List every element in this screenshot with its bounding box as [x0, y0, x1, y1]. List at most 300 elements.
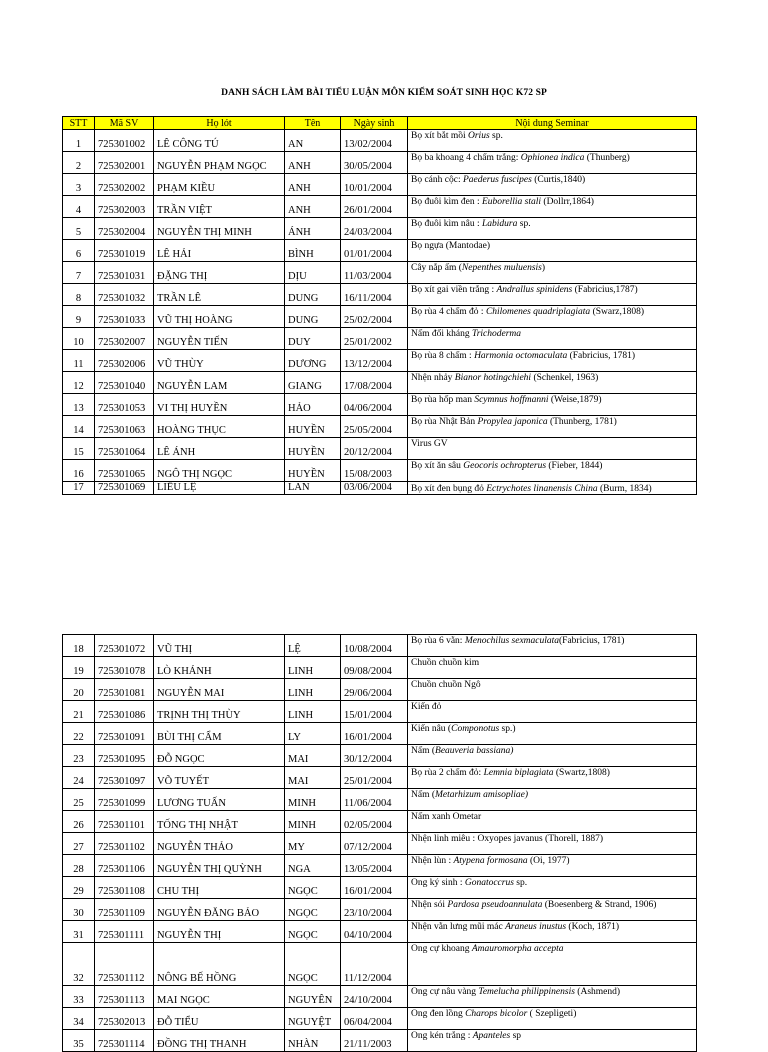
student-id-cell: 725301086	[95, 701, 154, 723]
table-row	[63, 1030, 697, 1052]
student-id-cell: 725301113	[95, 986, 154, 1008]
stt-cell: 5	[63, 218, 95, 240]
table-row	[63, 811, 697, 833]
topic-text: Chuồn chuồn Ngô	[411, 680, 481, 690]
topic-text: Nấm (	[411, 746, 436, 756]
table-row	[63, 679, 697, 701]
birth-date-cell: 13/05/2004	[341, 855, 408, 877]
stt-cell: 3	[63, 174, 95, 196]
student-id-cell: 725301114	[95, 1030, 154, 1052]
surname-cell: LIỄU LỆ	[154, 482, 285, 495]
topic-text: Chuồn chuồn kim	[411, 658, 480, 668]
species-name-text: Componotus	[451, 724, 500, 734]
header-ho-lot: Họ lót	[154, 117, 285, 130]
seminar-topic-cell	[408, 130, 697, 152]
student-id-cell: 725301031	[95, 262, 154, 284]
seminar-topic-cell	[408, 394, 697, 416]
seminar-topic-cell	[408, 218, 697, 240]
stt-cell: 2	[63, 152, 95, 174]
given-name-cell: LỆ	[285, 635, 341, 657]
seminar-topic-cell	[408, 350, 697, 372]
species-name-text: Bianor hotingchiehi	[454, 373, 532, 383]
species-name-text: Apanteles	[472, 1031, 511, 1041]
species-name-text: Temelucha philippinensis	[478, 987, 575, 997]
surname-cell: PHẠM KIỀU	[154, 174, 285, 196]
birth-date-cell: 23/10/2004	[341, 899, 408, 921]
given-name-cell: MAI	[285, 767, 341, 789]
table-row	[63, 899, 697, 921]
student-table-part-1	[62, 116, 697, 495]
topic-text: Bọ ba khoang 4 chấm trắng:	[411, 153, 521, 163]
surname-cell: NGUYỄN MAI	[154, 679, 285, 701]
birth-date-cell: 02/05/2004	[341, 811, 408, 833]
species-name-text: Beauveria bassiana)	[435, 746, 514, 756]
table-row	[63, 921, 697, 943]
given-name-cell: NGỌC	[285, 877, 341, 899]
surname-cell: TỐNG THỊ NHẬT	[154, 811, 285, 833]
seminar-topic-cell	[408, 372, 697, 394]
species-name-text: Metarhizum amisopliae)	[435, 790, 528, 800]
table-row	[63, 943, 697, 986]
species-name-text: Ophionea indica	[520, 153, 585, 163]
stt-cell: 35	[63, 1030, 95, 1052]
surname-cell: HOÀNG THỤC	[154, 416, 285, 438]
stt-cell: 13	[63, 394, 95, 416]
topic-text: Bọ rùa 6 vằn:	[411, 636, 465, 646]
species-name-text: Pardosa pseudoannulata	[447, 900, 543, 910]
student-id-cell: 725301019	[95, 240, 154, 262]
birth-date-cell: 25/02/2004	[341, 306, 408, 328]
stt-cell: 7	[63, 262, 95, 284]
header-ten: Tên	[285, 117, 341, 130]
table-row	[63, 986, 697, 1008]
stt-cell: 27	[63, 833, 95, 855]
birth-date-cell: 17/08/2004	[341, 372, 408, 394]
birth-date-cell: 04/06/2004	[341, 394, 408, 416]
stt-cell: 16	[63, 460, 95, 482]
given-name-cell: NHÀN	[285, 1030, 341, 1052]
topic-text: Nấm xanh Ometar	[411, 812, 482, 822]
given-name-cell: NGUYỆT	[285, 1008, 341, 1030]
topic-text: Nhện linh miêu : Oxyopes javanus (Thorell, 1887)	[411, 834, 604, 844]
surname-cell: LÒ KHÁNH	[154, 657, 285, 679]
topic-text: Nấm đối kháng	[411, 329, 472, 339]
student-id-cell: 725301095	[95, 745, 154, 767]
birth-date-cell: 26/01/2004	[341, 196, 408, 218]
stt-cell: 32	[63, 943, 95, 986]
student-id-cell: 725301091	[95, 723, 154, 745]
stt-cell: 30	[63, 899, 95, 921]
surname-cell: NGUYỄN THỊ MINH	[154, 218, 285, 240]
surname-cell: NGÔ THỊ NGỌC	[154, 460, 285, 482]
topic-text: Bọ rùa 2 chấm đỏ:	[411, 768, 484, 778]
species-name-text: Amauromorpha accepta	[471, 944, 564, 954]
species-name-text: Andrallus spinidens	[496, 285, 573, 295]
topic-text: Ong kén trắng :	[411, 1031, 473, 1041]
seminar-topic-cell	[408, 657, 697, 679]
stt-cell: 24	[63, 767, 95, 789]
table-row	[63, 657, 697, 679]
table-row	[63, 460, 697, 482]
stt-cell: 26	[63, 811, 95, 833]
birth-date-cell: 13/12/2004	[341, 350, 408, 372]
seminar-topic-cell	[408, 1030, 697, 1052]
table-row	[63, 152, 697, 174]
topic-text: (Swartz,1808)	[553, 768, 610, 778]
student-id-cell: 725302007	[95, 328, 154, 350]
student-id-cell: 725301053	[95, 394, 154, 416]
species-name-text: Menochilus sexmaculata	[464, 636, 560, 646]
topic-text: (Thunberg)	[584, 153, 630, 163]
surname-cell: ĐỒNG THỊ THANH	[154, 1030, 285, 1052]
header-stt: STT	[63, 117, 95, 130]
student-id-cell: 725302002	[95, 174, 154, 196]
surname-cell: NGUYỄN TIẾN	[154, 328, 285, 350]
stt-cell: 19	[63, 657, 95, 679]
species-name-text: Paederus fuscipes	[462, 175, 532, 185]
surname-cell: LÊ HẢI	[154, 240, 285, 262]
student-id-cell: 725301033	[95, 306, 154, 328]
table-row	[63, 262, 697, 284]
birth-date-cell: 15/08/2003	[341, 460, 408, 482]
student-id-cell: 725301112	[95, 943, 154, 986]
table-header-row	[63, 117, 697, 130]
stt-cell: 25	[63, 789, 95, 811]
student-id-cell: 725301040	[95, 372, 154, 394]
given-name-cell: MINH	[285, 789, 341, 811]
topic-text: Kiến đỏ	[411, 702, 442, 712]
topic-text: (Curtis,1840)	[531, 175, 586, 185]
topic-text: (Dollrr,1864)	[541, 197, 594, 207]
surname-cell: BÙI THỊ CẨM	[154, 723, 285, 745]
student-table-part-2	[62, 634, 697, 1052]
surname-cell: NGUYỄN THỊ	[154, 921, 285, 943]
stt-cell: 9	[63, 306, 95, 328]
stt-cell: 6	[63, 240, 95, 262]
seminar-topic-cell	[408, 152, 697, 174]
given-name-cell: MY	[285, 833, 341, 855]
given-name-cell: BÌNH	[285, 240, 341, 262]
stt-cell: 34	[63, 1008, 95, 1030]
student-id-cell: 725301097	[95, 767, 154, 789]
topic-text: Bọ ngựa (Mantodae)	[411, 241, 491, 251]
seminar-topic-cell	[408, 262, 697, 284]
species-name-text: Propylea japonica	[477, 417, 548, 427]
birth-date-cell: 24/03/2004	[341, 218, 408, 240]
table-row	[63, 218, 697, 240]
stt-cell: 28	[63, 855, 95, 877]
surname-cell: VŨ THÙY	[154, 350, 285, 372]
stt-cell: 21	[63, 701, 95, 723]
surname-cell: LÊ ÁNH	[154, 438, 285, 460]
topic-text: (Fabricius,1787)	[572, 285, 638, 295]
seminar-topic-cell	[408, 986, 697, 1008]
table-row	[63, 328, 697, 350]
topic-text: Bọ đuôi kìm nâu :	[411, 219, 482, 229]
topic-text: Ong cự khoang	[411, 944, 472, 954]
stt-cell: 23	[63, 745, 95, 767]
birth-date-cell: 10/08/2004	[341, 635, 408, 657]
species-name-text: Gonatoccrus	[464, 878, 514, 888]
birth-date-cell: 11/06/2004	[341, 789, 408, 811]
species-name-text: Lemnia biplagiata	[483, 768, 554, 778]
surname-cell: VI THỊ HUYỀN	[154, 394, 285, 416]
table-row	[63, 877, 697, 899]
given-name-cell: LINH	[285, 679, 341, 701]
birth-date-cell: 11/12/2004	[341, 943, 408, 986]
topic-text: Bọ rùa Nhật Bản	[411, 417, 478, 427]
birth-date-cell: 16/01/2004	[341, 877, 408, 899]
given-name-cell: DUNG	[285, 306, 341, 328]
birth-date-cell: 21/11/2003	[341, 1030, 408, 1052]
topic-text: sp.	[489, 131, 503, 141]
student-id-cell: 725301063	[95, 416, 154, 438]
given-name-cell: LAN	[285, 482, 341, 495]
surname-cell: NGUYỄN PHẠM NGỌC	[154, 152, 285, 174]
topic-text: Ong cự nâu vàng	[411, 987, 479, 997]
given-name-cell: ANH	[285, 174, 341, 196]
table-row	[63, 174, 697, 196]
table-row	[63, 723, 697, 745]
topic-text: Bọ xít gai viền trắng :	[411, 285, 497, 295]
table-row	[63, 416, 697, 438]
stt-cell: 12	[63, 372, 95, 394]
seminar-topic-cell	[408, 811, 697, 833]
topic-text: Bọ rùa 4 chấm đỏ :	[411, 307, 486, 317]
birth-date-cell: 30/12/2004	[341, 745, 408, 767]
species-name-text: Charops bicolor	[465, 1009, 528, 1019]
topic-text: (Fabricius, 1781)	[559, 636, 625, 646]
topic-text: Virus GV	[411, 439, 448, 449]
stt-cell: 18	[63, 635, 95, 657]
given-name-cell: MAI	[285, 745, 341, 767]
page-title: DANH SÁCH LÀM BÀI TIỂU LUẬN MÔN KIỂM SOÁT SINH HỌC K72 SP	[221, 88, 547, 98]
species-name-text: Scymnus hoffmanni	[474, 395, 549, 405]
surname-cell: TRẦN VIỆT	[154, 196, 285, 218]
stt-cell: 11	[63, 350, 95, 372]
surname-cell: NGUYỄN ĐĂNG BẢO	[154, 899, 285, 921]
given-name-cell: DUY	[285, 328, 341, 350]
topic-text: (Koch, 1871)	[566, 922, 620, 932]
table-row	[63, 635, 697, 657]
stt-cell: 8	[63, 284, 95, 306]
stt-cell: 20	[63, 679, 95, 701]
given-name-cell: HUYỀN	[285, 438, 341, 460]
birth-date-cell: 30/05/2004	[341, 152, 408, 174]
stt-cell: 17	[63, 482, 95, 495]
birth-date-cell: 16/01/2004	[341, 723, 408, 745]
topic-text: Nhện sói	[411, 900, 448, 910]
student-id-cell: 725301102	[95, 833, 154, 855]
table-row	[63, 284, 697, 306]
table-row	[63, 130, 697, 152]
given-name-cell: NGA	[285, 855, 341, 877]
given-name-cell: AN	[285, 130, 341, 152]
given-name-cell: MINH	[285, 811, 341, 833]
student-id-cell: 725301065	[95, 460, 154, 482]
surname-cell: ĐỖ NGỌC	[154, 745, 285, 767]
given-name-cell: LINH	[285, 657, 341, 679]
given-name-cell: HUYỀN	[285, 460, 341, 482]
student-id-cell: 725301109	[95, 899, 154, 921]
surname-cell: TRẦN LÊ	[154, 284, 285, 306]
topic-text: (Burm, 1834)	[597, 483, 652, 494]
species-name-text: Harmonia octomaculata	[474, 351, 568, 361]
species-name-text: Araneus inustus	[505, 922, 567, 932]
topic-text: (Oi, 1977)	[527, 856, 570, 866]
given-name-cell: ANH	[285, 196, 341, 218]
given-name-cell: NGỌC	[285, 899, 341, 921]
student-id-cell: 725301108	[95, 877, 154, 899]
birth-date-cell: 29/06/2004	[341, 679, 408, 701]
seminar-topic-cell	[408, 899, 697, 921]
seminar-topic-cell	[408, 438, 697, 460]
table-row	[63, 745, 697, 767]
topic-text: Bọ xít đen bụng đỏ	[411, 483, 487, 494]
species-name-text: Ectrychotes linanensis China	[486, 483, 598, 494]
student-id-cell: 725301106	[95, 855, 154, 877]
surname-cell: VŨ THỊ	[154, 635, 285, 657]
student-id-cell: 725302013	[95, 1008, 154, 1030]
birth-date-cell: 07/12/2004	[341, 833, 408, 855]
birth-date-cell: 24/10/2004	[341, 986, 408, 1008]
student-id-cell: 725301069	[95, 482, 154, 495]
surname-cell: NGUYỄN LAM	[154, 372, 285, 394]
student-id-cell: 725301099	[95, 789, 154, 811]
seminar-topic-cell	[408, 196, 697, 218]
topic-text: Nhện vằn lưng mũi mác	[411, 922, 506, 932]
topic-text: Cây nắp ấm (	[411, 263, 462, 273]
seminar-topic-cell	[408, 416, 697, 438]
topic-text: Kiến nâu (	[411, 724, 452, 734]
given-name-cell: ÁNH	[285, 218, 341, 240]
topic-text: (Ashmend)	[574, 987, 621, 997]
seminar-topic-cell	[408, 833, 697, 855]
birth-date-cell: 15/01/2004	[341, 701, 408, 723]
topic-text: (Fabricius, 1781)	[567, 351, 636, 361]
birth-date-cell: 16/11/2004	[341, 284, 408, 306]
species-name-text: Nepenthes muluensis	[461, 263, 542, 273]
topic-text: (Fieber, 1844)	[546, 461, 603, 471]
topic-text: sp.	[513, 878, 528, 888]
seminar-topic-cell	[408, 745, 697, 767]
table-row	[63, 701, 697, 723]
student-id-cell: 725301032	[95, 284, 154, 306]
table-row	[63, 350, 697, 372]
table-row	[63, 767, 697, 789]
birth-date-cell: 20/12/2004	[341, 438, 408, 460]
stt-cell: 15	[63, 438, 95, 460]
surname-cell: VÕ TUYẾT	[154, 767, 285, 789]
seminar-topic-cell	[408, 284, 697, 306]
table-row	[63, 438, 697, 460]
species-name-text: Geocoris ochropterus	[463, 461, 547, 471]
seminar-topic-cell	[408, 723, 697, 745]
birth-date-cell: 04/10/2004	[341, 921, 408, 943]
stt-cell: 4	[63, 196, 95, 218]
student-id-cell: 725302004	[95, 218, 154, 240]
topic-text: Nhện lùn :	[411, 856, 454, 866]
topic-text: Bọ xít ăn sâu	[411, 461, 464, 471]
birth-date-cell: 13/02/2004	[341, 130, 408, 152]
table-row	[63, 394, 697, 416]
student-id-cell: 725301111	[95, 921, 154, 943]
stt-cell: 14	[63, 416, 95, 438]
topic-text: ( Szepligeti)	[527, 1009, 577, 1019]
table-row	[63, 855, 697, 877]
table-row	[63, 306, 697, 328]
seminar-topic-cell	[408, 306, 697, 328]
topic-text: Ong đen lồng	[411, 1009, 466, 1019]
table-row	[63, 833, 697, 855]
topic-text: (Weise,1879)	[548, 395, 602, 405]
birth-date-cell: 06/04/2004	[341, 1008, 408, 1030]
species-name-text: Chilomenes quadriplagiata	[485, 307, 591, 317]
surname-cell: NGUYỄN THẢO	[154, 833, 285, 855]
seminar-topic-cell	[408, 1008, 697, 1030]
surname-cell: ĐỖ TIỂU	[154, 1008, 285, 1030]
surname-cell: MAI NGỌC	[154, 986, 285, 1008]
student-id-cell: 725301064	[95, 438, 154, 460]
given-name-cell: ANH	[285, 152, 341, 174]
given-name-cell: LINH	[285, 701, 341, 723]
student-id-cell: 725301081	[95, 679, 154, 701]
stt-cell: 33	[63, 986, 95, 1008]
surname-cell: CHU THỊ	[154, 877, 285, 899]
header-ngay-sinh: Ngày sinh	[341, 117, 408, 130]
seminar-topic-cell	[408, 460, 697, 482]
seminar-topic-cell	[408, 855, 697, 877]
species-name-text: Trichoderma	[471, 329, 522, 339]
birth-date-cell: 10/01/2004	[341, 174, 408, 196]
species-name-text: Orius	[468, 131, 490, 141]
given-name-cell: NGỌC	[285, 943, 341, 986]
given-name-cell: DUNG	[285, 284, 341, 306]
surname-cell: NGUYỄN THỊ QUỲNH	[154, 855, 285, 877]
header-noi-dung: Nội dung Seminar	[408, 117, 697, 130]
given-name-cell: NGUYÊN	[285, 986, 341, 1008]
topic-text: (Boesenberg & Strand, 1906)	[542, 900, 657, 910]
surname-cell: TRỊNH THỊ THÙY	[154, 701, 285, 723]
given-name-cell: DỊU	[285, 262, 341, 284]
seminar-topic-cell	[408, 767, 697, 789]
stt-cell: 31	[63, 921, 95, 943]
given-name-cell: DƯƠNG	[285, 350, 341, 372]
surname-cell: ĐẶNG THỊ	[154, 262, 285, 284]
given-name-cell: HẢO	[285, 394, 341, 416]
given-name-cell: LY	[285, 723, 341, 745]
topic-text: Nhện nhảy	[411, 373, 455, 383]
given-name-cell: GIANG	[285, 372, 341, 394]
topic-text: sp	[510, 1031, 522, 1041]
topic-text: Ong ký sinh :	[411, 878, 465, 888]
student-id-cell: 725301078	[95, 657, 154, 679]
header-ma-sv: Mã SV	[95, 117, 154, 130]
topic-text: Nấm (	[411, 790, 436, 800]
student-id-cell: 725302006	[95, 350, 154, 372]
surname-cell: NÔNG BẾ HỒNG	[154, 943, 285, 986]
student-id-cell: 725301072	[95, 635, 154, 657]
species-name-text: Labidura	[482, 219, 518, 229]
birth-date-cell: 09/08/2004	[341, 657, 408, 679]
seminar-topic-cell	[408, 482, 697, 495]
topic-text: Bọ cánh cộc:	[411, 175, 463, 185]
seminar-topic-cell	[408, 943, 697, 986]
surname-cell: VŨ THỊ HOÀNG	[154, 306, 285, 328]
birth-date-cell: 25/01/2004	[341, 767, 408, 789]
surname-cell: LÊ CÔNG TÚ	[154, 130, 285, 152]
birth-date-cell: 03/06/2004	[341, 482, 408, 495]
